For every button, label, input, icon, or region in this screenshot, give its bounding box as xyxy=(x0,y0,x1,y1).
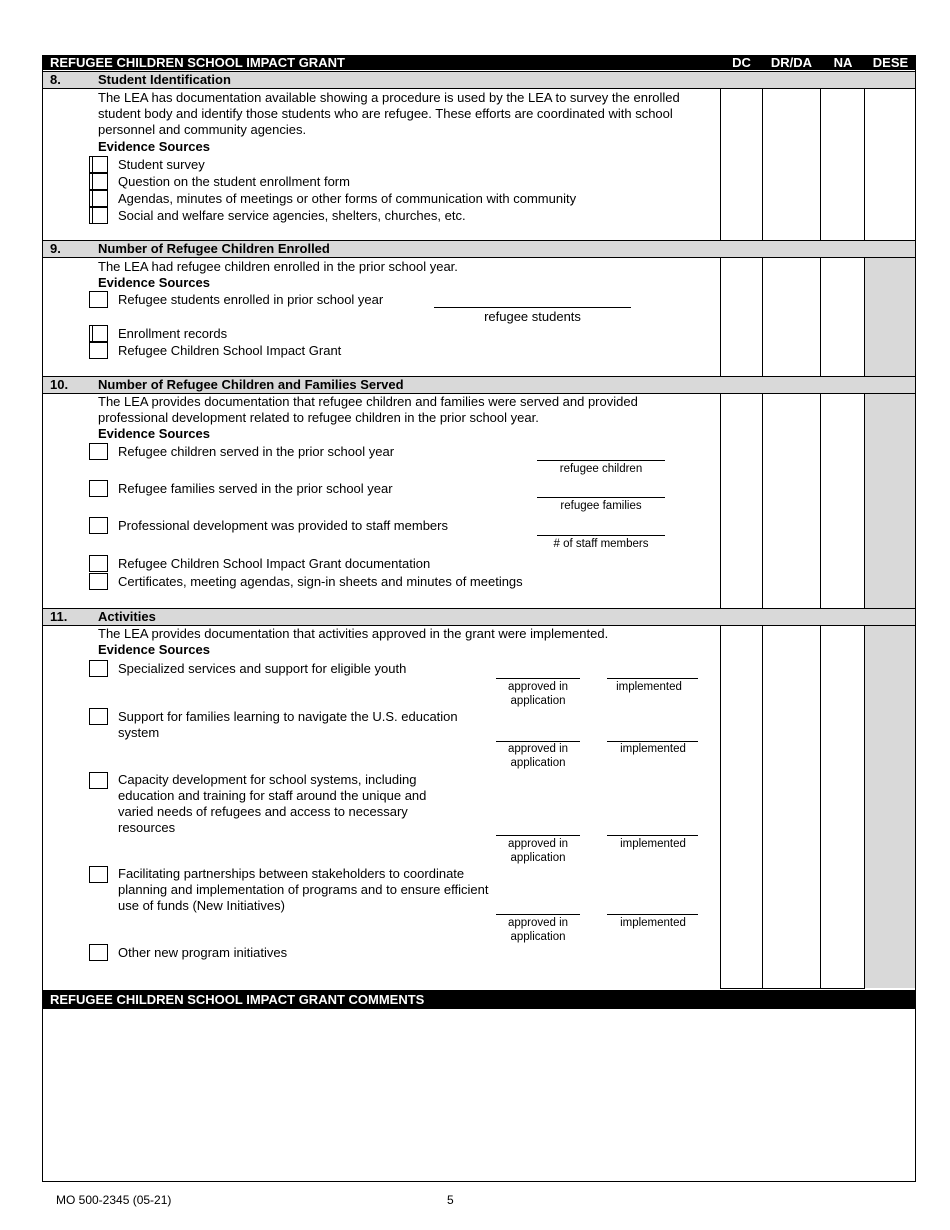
item-specialized-services: Specialized services and support for eligible youth xyxy=(118,661,407,676)
section-11-title: Activities xyxy=(98,609,156,624)
item-refugee-children-served: Refugee children served in the prior school year xyxy=(118,444,395,459)
implemented-label-4: implemented xyxy=(620,917,686,929)
checkbox-refugee-children-served[interactable] xyxy=(89,443,108,460)
section-11-number: 11. xyxy=(50,609,68,624)
item-refugee-families-served: Refugee families served in the prior school year xyxy=(118,481,393,496)
col-line-dc-8 xyxy=(720,88,721,240)
item-capacity-development: Capacity development for school systems, including education and training for staff around the unique and varied needs of refugees and access to necessary resources xyxy=(118,772,427,835)
implemented-line-3[interactable] xyxy=(607,835,698,836)
approved-label-1: approved in application xyxy=(507,681,569,707)
implemented-label-1: implemented xyxy=(616,681,682,693)
item-refugee-grant-9: Refugee Children School Impact Grant xyxy=(118,343,342,358)
section-11-bottom xyxy=(720,988,865,989)
col-line-na-9 xyxy=(820,257,821,376)
col-line-dc-11 xyxy=(720,625,721,989)
section-8-evidence-label: Evidence Sources xyxy=(98,139,210,154)
col-line-na-11 xyxy=(820,625,821,989)
section-8-number: 8. xyxy=(50,72,61,87)
comments-area[interactable] xyxy=(43,1009,915,1181)
checkbox-professional-development[interactable] xyxy=(89,517,108,534)
item-social-welfare-agencies: Social and welfare service agencies, shelters, churches, etc. xyxy=(118,208,466,223)
approved-line-1[interactable] xyxy=(496,678,580,679)
section-10-number: 10. xyxy=(50,377,69,392)
checkbox-enrollment-form-question[interactable] xyxy=(89,173,108,190)
refugee-children-blank-line[interactable] xyxy=(537,460,665,461)
implemented-label-3: implemented xyxy=(620,838,686,850)
item-grant-documentation: Refugee Children School Impact Grant documentation xyxy=(118,556,431,571)
item-enrollment-form-question: Question on the student enrollment form xyxy=(118,174,350,189)
refugee-families-blank-line[interactable] xyxy=(537,497,665,498)
page-number: 5 xyxy=(447,1193,454,1207)
refugee-students-blank-label: refugee students xyxy=(484,309,581,324)
col-line-drda-10 xyxy=(762,393,763,608)
section-9-description: The LEA had refugee children enrolled in the prior school year. xyxy=(98,259,458,274)
checkbox-refugee-families-served[interactable] xyxy=(89,480,108,497)
staff-members-blank-line[interactable] xyxy=(537,535,665,536)
col-line-dese-10 xyxy=(864,393,865,608)
item-certificates-agendas: Certificates, meeting agendas, sign-in sheets and minutes of meetings xyxy=(118,574,523,589)
grant-title: REFUGEE CHILDREN SCHOOL IMPACT GRANT xyxy=(50,55,345,70)
section-9-evidence-label: Evidence Sources xyxy=(98,275,210,290)
checkbox-refugee-students-enrolled[interactable] xyxy=(89,291,108,308)
checkbox-grant-documentation[interactable] xyxy=(89,555,108,572)
section-11-header xyxy=(42,608,916,626)
col-line-dese-11 xyxy=(864,625,865,989)
column-header-drda: DR/DA xyxy=(762,55,821,70)
col-line-dc-10 xyxy=(720,393,721,608)
checkbox-community-communication[interactable] xyxy=(89,190,108,207)
dese-shade-9 xyxy=(865,258,916,376)
column-header-dese: DESE xyxy=(865,55,916,70)
implemented-line-4[interactable] xyxy=(607,914,698,915)
item-refugee-students-enrolled: Refugee students enrolled in prior school year xyxy=(118,292,384,307)
checkbox-stakeholder-partnerships[interactable] xyxy=(89,866,108,883)
comments-title: REFUGEE CHILDREN SCHOOL IMPACT GRANT COMMENTS xyxy=(50,992,425,1007)
checkbox-social-welfare-agencies[interactable] xyxy=(89,207,108,224)
form-id: MO 500-2345 (05-21) xyxy=(56,1193,172,1207)
implemented-line-1[interactable] xyxy=(607,678,698,679)
section-10-description: The LEA provides documentation that refugee children and families were served and provided professional development related to refugee children in the prior school year. xyxy=(98,394,638,425)
implemented-label-2: implemented xyxy=(620,743,686,755)
section-9-number: 9. xyxy=(50,241,61,256)
section-8-description: The LEA has documentation available showing a procedure is used by the LEA to survey the enrolled student body and identify those students who are refugee. These efforts are coordinated with school personnel and community agencies. xyxy=(98,90,680,137)
column-header-dc: DC xyxy=(721,55,762,70)
item-professional-development: Professional development was provided to staff members xyxy=(118,518,448,533)
col-line-drda-9 xyxy=(762,257,763,376)
item-family-navigation-support: Support for families learning to navigate the U.S. education system xyxy=(118,709,458,740)
checkbox-certificates-agendas[interactable] xyxy=(89,573,108,590)
staff-members-blank-label: # of staff members xyxy=(553,538,649,550)
checkbox-specialized-services[interactable] xyxy=(89,660,108,677)
item-stakeholder-partnerships: Facilitating partnerships between stakeholders to coordinate planning and implementation of programs and to ensure efficient use of funds (New Initiatives) xyxy=(118,866,489,913)
section-11-description: The LEA provides documentation that activities approved in the grant were implemented. xyxy=(98,626,609,641)
col-line-dc-9 xyxy=(720,257,721,376)
col-line-na-10 xyxy=(820,393,821,608)
section-11-evidence-label: Evidence Sources xyxy=(98,642,210,657)
col-line-drda-8 xyxy=(762,88,763,240)
approved-label-4: approved in application xyxy=(507,917,569,943)
dese-shade-10 xyxy=(865,393,916,608)
approved-line-3[interactable] xyxy=(496,835,580,836)
item-enrollment-records: Enrollment records xyxy=(118,326,228,341)
item-community-communication: Agendas, minutes of meetings or other forms of communication with community xyxy=(118,191,577,206)
checkbox-enrollment-records[interactable] xyxy=(89,325,108,342)
checkbox-refugee-grant-9[interactable] xyxy=(89,342,108,359)
section-9-title: Number of Refugee Children Enrolled xyxy=(98,241,330,256)
item-other-initiatives: Other new program initiatives xyxy=(118,945,288,960)
table-right-border xyxy=(915,55,916,1182)
approved-label-3: approved in application xyxy=(507,838,569,864)
column-header-na: NA xyxy=(821,55,865,70)
section-10-evidence-label: Evidence Sources xyxy=(98,426,210,441)
col-line-na-8 xyxy=(820,88,821,240)
col-line-dese-8 xyxy=(864,88,865,240)
approved-line-4[interactable] xyxy=(496,914,580,915)
refugee-children-blank-label: refugee children xyxy=(559,463,643,475)
col-line-drda-11 xyxy=(762,625,763,989)
item-student-survey: Student survey xyxy=(118,157,205,172)
col-line-dese-9 xyxy=(864,257,865,376)
checkbox-other-initiatives[interactable] xyxy=(89,944,108,961)
table-bottom-border xyxy=(42,1181,916,1182)
checkbox-capacity-development[interactable] xyxy=(89,772,108,789)
checkbox-student-survey[interactable] xyxy=(89,156,108,173)
refugee-families-blank-label: refugee families xyxy=(560,500,642,512)
checkbox-family-navigation-support[interactable] xyxy=(89,708,108,725)
refugee-students-blank-line[interactable] xyxy=(434,307,631,308)
section-8-title: Student Identification xyxy=(98,72,231,87)
approved-label-2: approved in application xyxy=(507,743,569,769)
section-10-title: Number of Refugee Children and Families Served xyxy=(98,377,404,392)
dese-shade-11 xyxy=(865,626,916,988)
